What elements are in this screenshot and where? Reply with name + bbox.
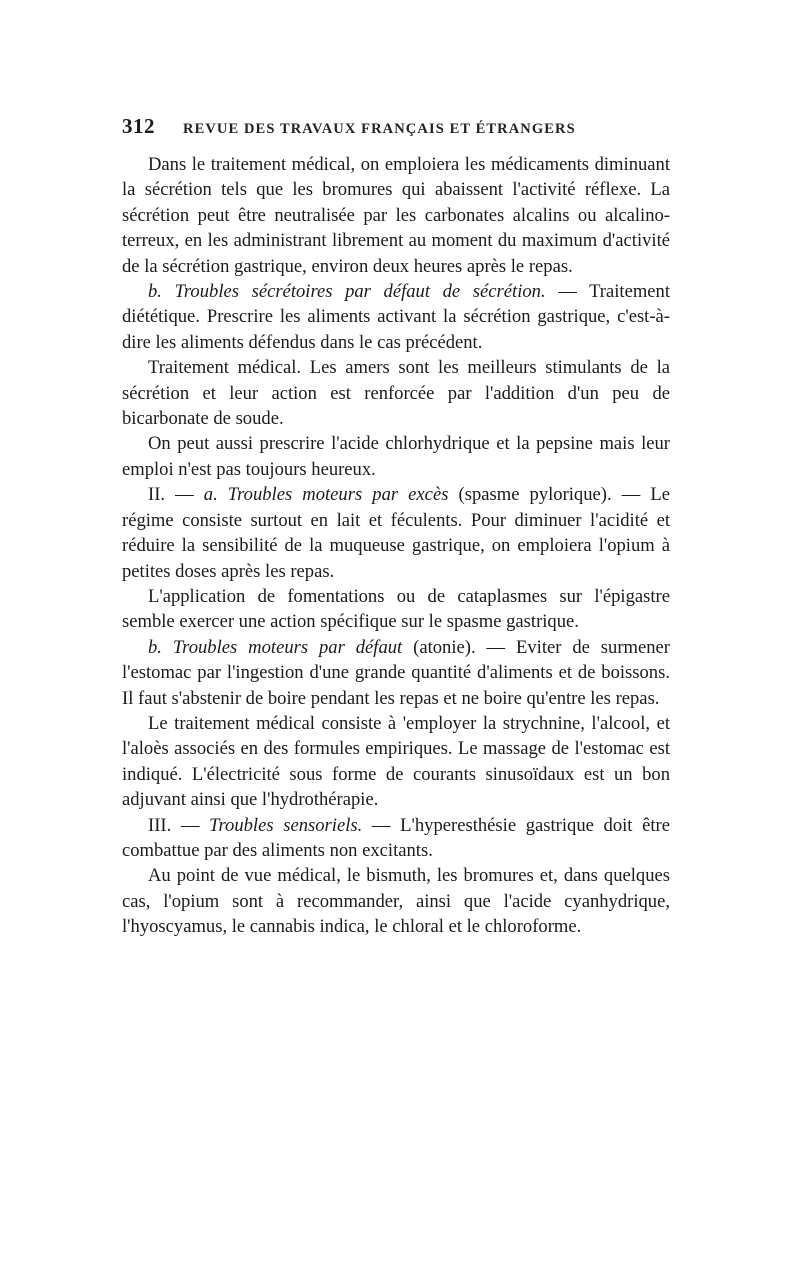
paragraph-prefix: II. —: [148, 484, 204, 506]
paragraph-bismuth: [122, 863, 670, 939]
paragraph-text: On peut aussi prescrire l'acide chlorhydrique et la pepsine mais leur emploi n'est pas toujours heureux.: [122, 433, 670, 480]
paragraph-text: Dans le traitement médical, on emploiera les médicaments diminuant la sécrétion tels que les bromures qui abaissent l'activité réflexe. La sécrétion peut être neutralisée par les carbonates alcalins ou alcalino-terreux, en les administrant librement au moment du maximum d'activité de la sécrétion gastrique, environ deux heures après le repas.: [122, 154, 670, 277]
paragraph-motor-excess: [122, 482, 670, 584]
paragraph-italic-heading: Troubles sensoriels.: [209, 814, 363, 836]
paragraph-sensory-troubles: [122, 813, 670, 864]
paragraph-prefix: III. —: [148, 814, 210, 836]
paragraph-text: Au point de vue médical, le bismuth, les bromures et, dans quelques cas, l'opium sont à recommander, ainsi que l'acide cyanhydrique, l'hyoscyamus, le cannabis indica, le chloral et le chloroforme.: [122, 865, 670, 938]
paragraph-secretory-deficit: [122, 279, 670, 355]
paragraph-italic-heading: Troubles sécrétoires par défaut de sécrétion.: [174, 281, 546, 303]
paragraph-fomentations: [122, 584, 670, 635]
page-header: [122, 114, 672, 142]
paragraph-text: — L'hyperesthésie gastrique doit être combattue par des aliments non excitants.: [122, 814, 671, 861]
paragraph-text: (atonie). — Eviter de surmener l'estomac par l'ingestion d'une grande quantité d'aliments et de boissons. Il faut s'abstenir de boire pendant les repas et ne boire qu'entre les repas.: [122, 636, 670, 709]
paragraph-italic-heading: a. Troubles moteurs par excès: [203, 484, 449, 506]
paragraph-italic-heading: b. Troubles moteurs par défaut: [148, 636, 403, 658]
paragraph-bitters: [122, 355, 670, 431]
paragraph-medical-treatment: [122, 152, 670, 279]
paragraph-hydrochloric-acid: [122, 431, 670, 482]
paragraph-text: Traitement médical. Les amers sont les meilleurs stimulants de la sécrétion et leur action est renforcée par l'addition d'un peu de bicarbonate de soude.: [122, 357, 670, 430]
paragraph-text: (spasme pylorique). — Le régime consiste surtout en lait et féculents. Pour diminuer l'acidité et réduire la sensibilité de la muqueuse gastrique, on emploiera l'opium à petites doses après les repas.: [122, 484, 670, 582]
running-title: REVUE DES TRAVAUX FRANÇAIS ET ÉTRANGERS: [183, 121, 576, 137]
paragraph-strychnine: [122, 711, 670, 813]
body-text: [122, 152, 670, 940]
paragraph-text: Le traitement médical consiste à 'employer la strychnine, l'alcool, et l'aloès associés en des formules empiriques. Le massage de l'estomac est indiqué. L'électricité sous forme de courants sinusoïdaux est un bon adjuvant ainsi que l'hydrothérapie.: [122, 712, 670, 811]
paragraph-text: — Traitement diététique. Prescrire les aliments activant la sécrétion gastrique, c'est-à-dire les aliments défendus dans le cas précédent.: [122, 281, 671, 353]
paragraph-motor-deficit: [122, 635, 670, 711]
paragraph-prefix: b.: [148, 281, 175, 303]
page-number: 312: [122, 114, 155, 138]
paragraph-text: L'application de fomentations ou de cataplasmes sur l'épigastre semble exercer une action spécifique sur le spasme gastrique.: [122, 585, 670, 633]
